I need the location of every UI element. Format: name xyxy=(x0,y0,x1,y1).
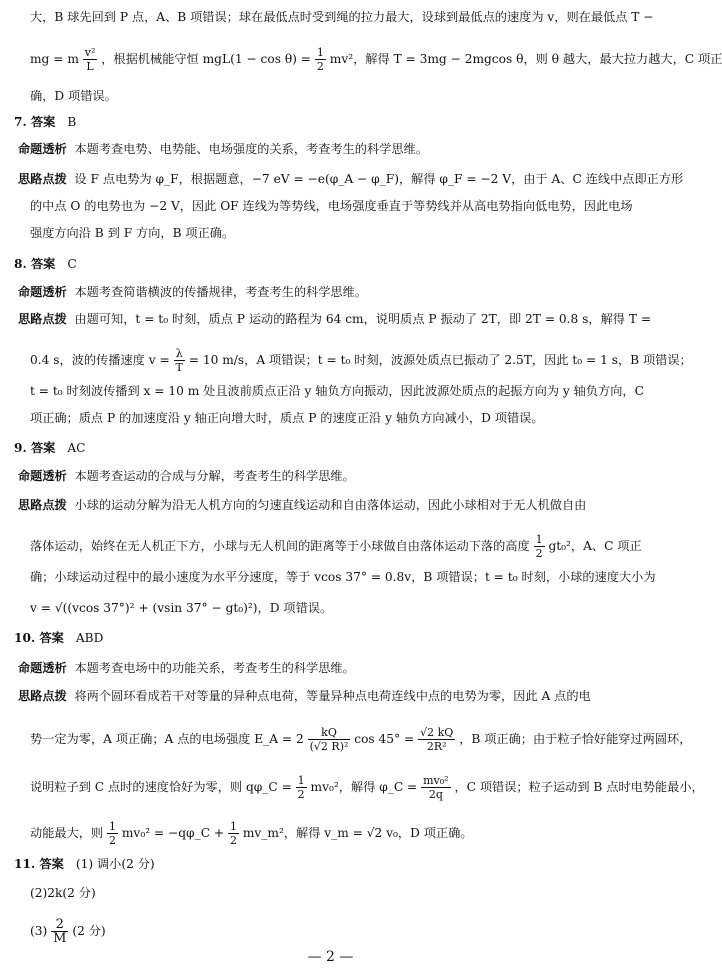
q7-review: 命题透析 本题考查电势、电势能、电场强度的关系，考查考生的科学思维。 xyxy=(18,142,428,156)
q7-idea-2: 的中点 O 的电势也为 −2 V，因此 OF 连线为等势线，电场强度垂直于等势线并从高电势指向低电势，因此电场 xyxy=(30,199,633,213)
q7-answer: B xyxy=(67,115,77,129)
q9-idea-1: 思路点拨 小球的运动分解为沿无人机方向的匀速直线运动和自由落体运动，因此小球相对于无人机做自由 xyxy=(18,498,587,512)
fraction-one-half: $\frac{1}{2}$ xyxy=(316,46,324,73)
q10-idea-2: 势一定为零，A 项正确；A 点的电场强度 E_A = 2 $\frac{kQ}{\text{(√2 R)²}}$ cos 45° = $\frac{√2 kQ}{\text{2R²}}$ ，B 项正确；由于粒子恰好能穿过两圆环， xyxy=(30,726,692,753)
intro-line-3: 确，D 项错误。 xyxy=(30,89,117,103)
intro-line-1: 大，B 球先回到 P 点，A、B 项错误；球在最低点时受到绳的拉力最大，设球到最低点的速度为 v，则在最低点 T − xyxy=(30,10,654,24)
q10-idea-1: 思路点拨 将两个圆环看成若干对等量的异种点电荷，等量异种点电荷连线中点的电势为零，因此 A 点的电 xyxy=(18,689,591,703)
q9-idea-4: v = √((vcos 37°)² + (vsin 37° − gt₀)²)，D 项错误。 xyxy=(30,601,333,615)
q9-review: 命题透析 本题考查运动的合成与分解，考查考生的科学思维。 xyxy=(18,469,355,483)
fraction-one-half: $\frac{1}{2}$ xyxy=(229,820,237,847)
fraction-sqrt2-kQ-over-2R2: $\frac{√2 kQ}{\text{2R²}}$ xyxy=(420,726,454,753)
q11-part-1: (1) 调小(2 分) xyxy=(75,857,155,871)
q9-idea-2: 落体运动，始终在无人机正下方，小球与无人机间的距离等于小球做自由落体运动下落的高度 $\frac{1}{2}$ gt₀²，A、C 项正 xyxy=(30,533,642,560)
q10-review: 命题透析 本题考查电场中的功能关系，考查考生的科学思维。 xyxy=(18,661,355,675)
q8-answer: C xyxy=(67,257,77,271)
q11-part-3: (3) $\frac{2}{M}$ (2 分) xyxy=(30,917,106,946)
q10-header: 10. 答案 ABD xyxy=(14,631,104,645)
q8-idea-2: 0.4 s，波的传播速度 v = $\frac{\lambda}{T}$ = 10 m/s，A 项错误；t = t₀ 时刻，波源处质点已振动了 2.5T，因此 t₀ = 1 s，B 项错误； xyxy=(30,347,692,374)
q7-header: 7. 答案 B xyxy=(14,115,77,129)
q10-idea-4: 动能最大，则 $\frac{1}{2}$ mv₀² = −qφ_C + $\frac{1}{2}$ mv_m²，解得 v_m = √2 v₀，D 项正确。 xyxy=(30,820,473,847)
fraction-kQ-over-r2: $\frac{kQ}{\text{(√2 R)²}}$ xyxy=(309,726,349,753)
fraction-lambda-over-T: $\frac{\lambda}{T}$ xyxy=(175,347,183,374)
q8-header: 8. 答案 C xyxy=(14,257,77,271)
q11-part-2: (2)2k(2 分) xyxy=(30,886,96,900)
fraction-one-half: $\frac{1}{2}$ xyxy=(297,774,305,801)
q10-idea-3: 说明粒子到 C 点时的速度恰好为零，则 qφ_C = $\frac{1}{2}$ mv₀²，解得 φ_C = $\frac{\text{mv₀²}}{2q}$ ，C 项错误；粒子运动到 B 点时电势能最小， xyxy=(30,774,704,801)
q8-idea-3: t = t₀ 时刻波传播到 x = 10 m 处且波前质点正沿 y 轴负方向振动，因此波源处质点的起振方向为 y 轴负方向，C xyxy=(30,384,644,398)
q7-idea-1: 思路点拨 设 F 点电势为 φ_F，根据题意，−7 eV = −e(φ_A − φ_F)，解得 φ_F = −2 V，由于 A、C 连线中点即正方形 xyxy=(18,172,684,186)
q8-idea-4: 项正确；质点 P 的加速度沿 y 轴正向增大时，质点 P 的速度正沿 y 轴负方向减小，D 项错误。 xyxy=(30,411,544,425)
fraction-one-half: $\frac{1}{2}$ xyxy=(535,533,543,560)
page-number: — 2 — xyxy=(307,949,354,965)
q8-idea-1: 思路点拨 由题可知，t = t₀ 时刻，质点 P 运动的路程为 64 cm，说明质点 P 振动了 2T，即 2T = 0.8 s，解得 T = xyxy=(18,312,652,326)
q9-header: 9. 答案 AC xyxy=(14,441,86,455)
q11-header: 11. 答案 (1) 调小(2 分) xyxy=(14,857,155,871)
q9-answer: AC xyxy=(67,441,86,455)
q9-idea-3: 确；小球运动过程中的最小速度为水平分速度，等于 vcos 37° = 0.8v，B 项错误；t = t₀ 时刻，小球的速度大小为 xyxy=(30,570,656,584)
intro-line-2: mg = m $\frac{\text{v²}}{L}$ ，根据机械能守恒 mgL(1 − cos θ) = $\frac{1}{2}$ mv²，解得 T = 3mg − 2mgcos θ，则 θ 越大，最大拉力越大，C 项正 xyxy=(30,46,722,73)
fraction-2-over-M: $\frac{2}{M}$ xyxy=(53,917,67,946)
q10-answer: ABD xyxy=(75,631,104,645)
q8-review: 命题透析 本题考查简谐横波的传播规律，考查考生的科学思维。 xyxy=(18,285,367,299)
fraction-mv0-over-2q: $\frac{\text{mv₀²}}{2q}$ xyxy=(423,774,449,801)
fraction-v2-over-L: $\frac{\text{v²}}{L}$ xyxy=(84,46,96,73)
q7-idea-3: 强度方向沿 B 到 F 方向，B 项正确。 xyxy=(30,226,235,240)
fraction-one-half: $\frac{1}{2}$ xyxy=(109,820,116,847)
